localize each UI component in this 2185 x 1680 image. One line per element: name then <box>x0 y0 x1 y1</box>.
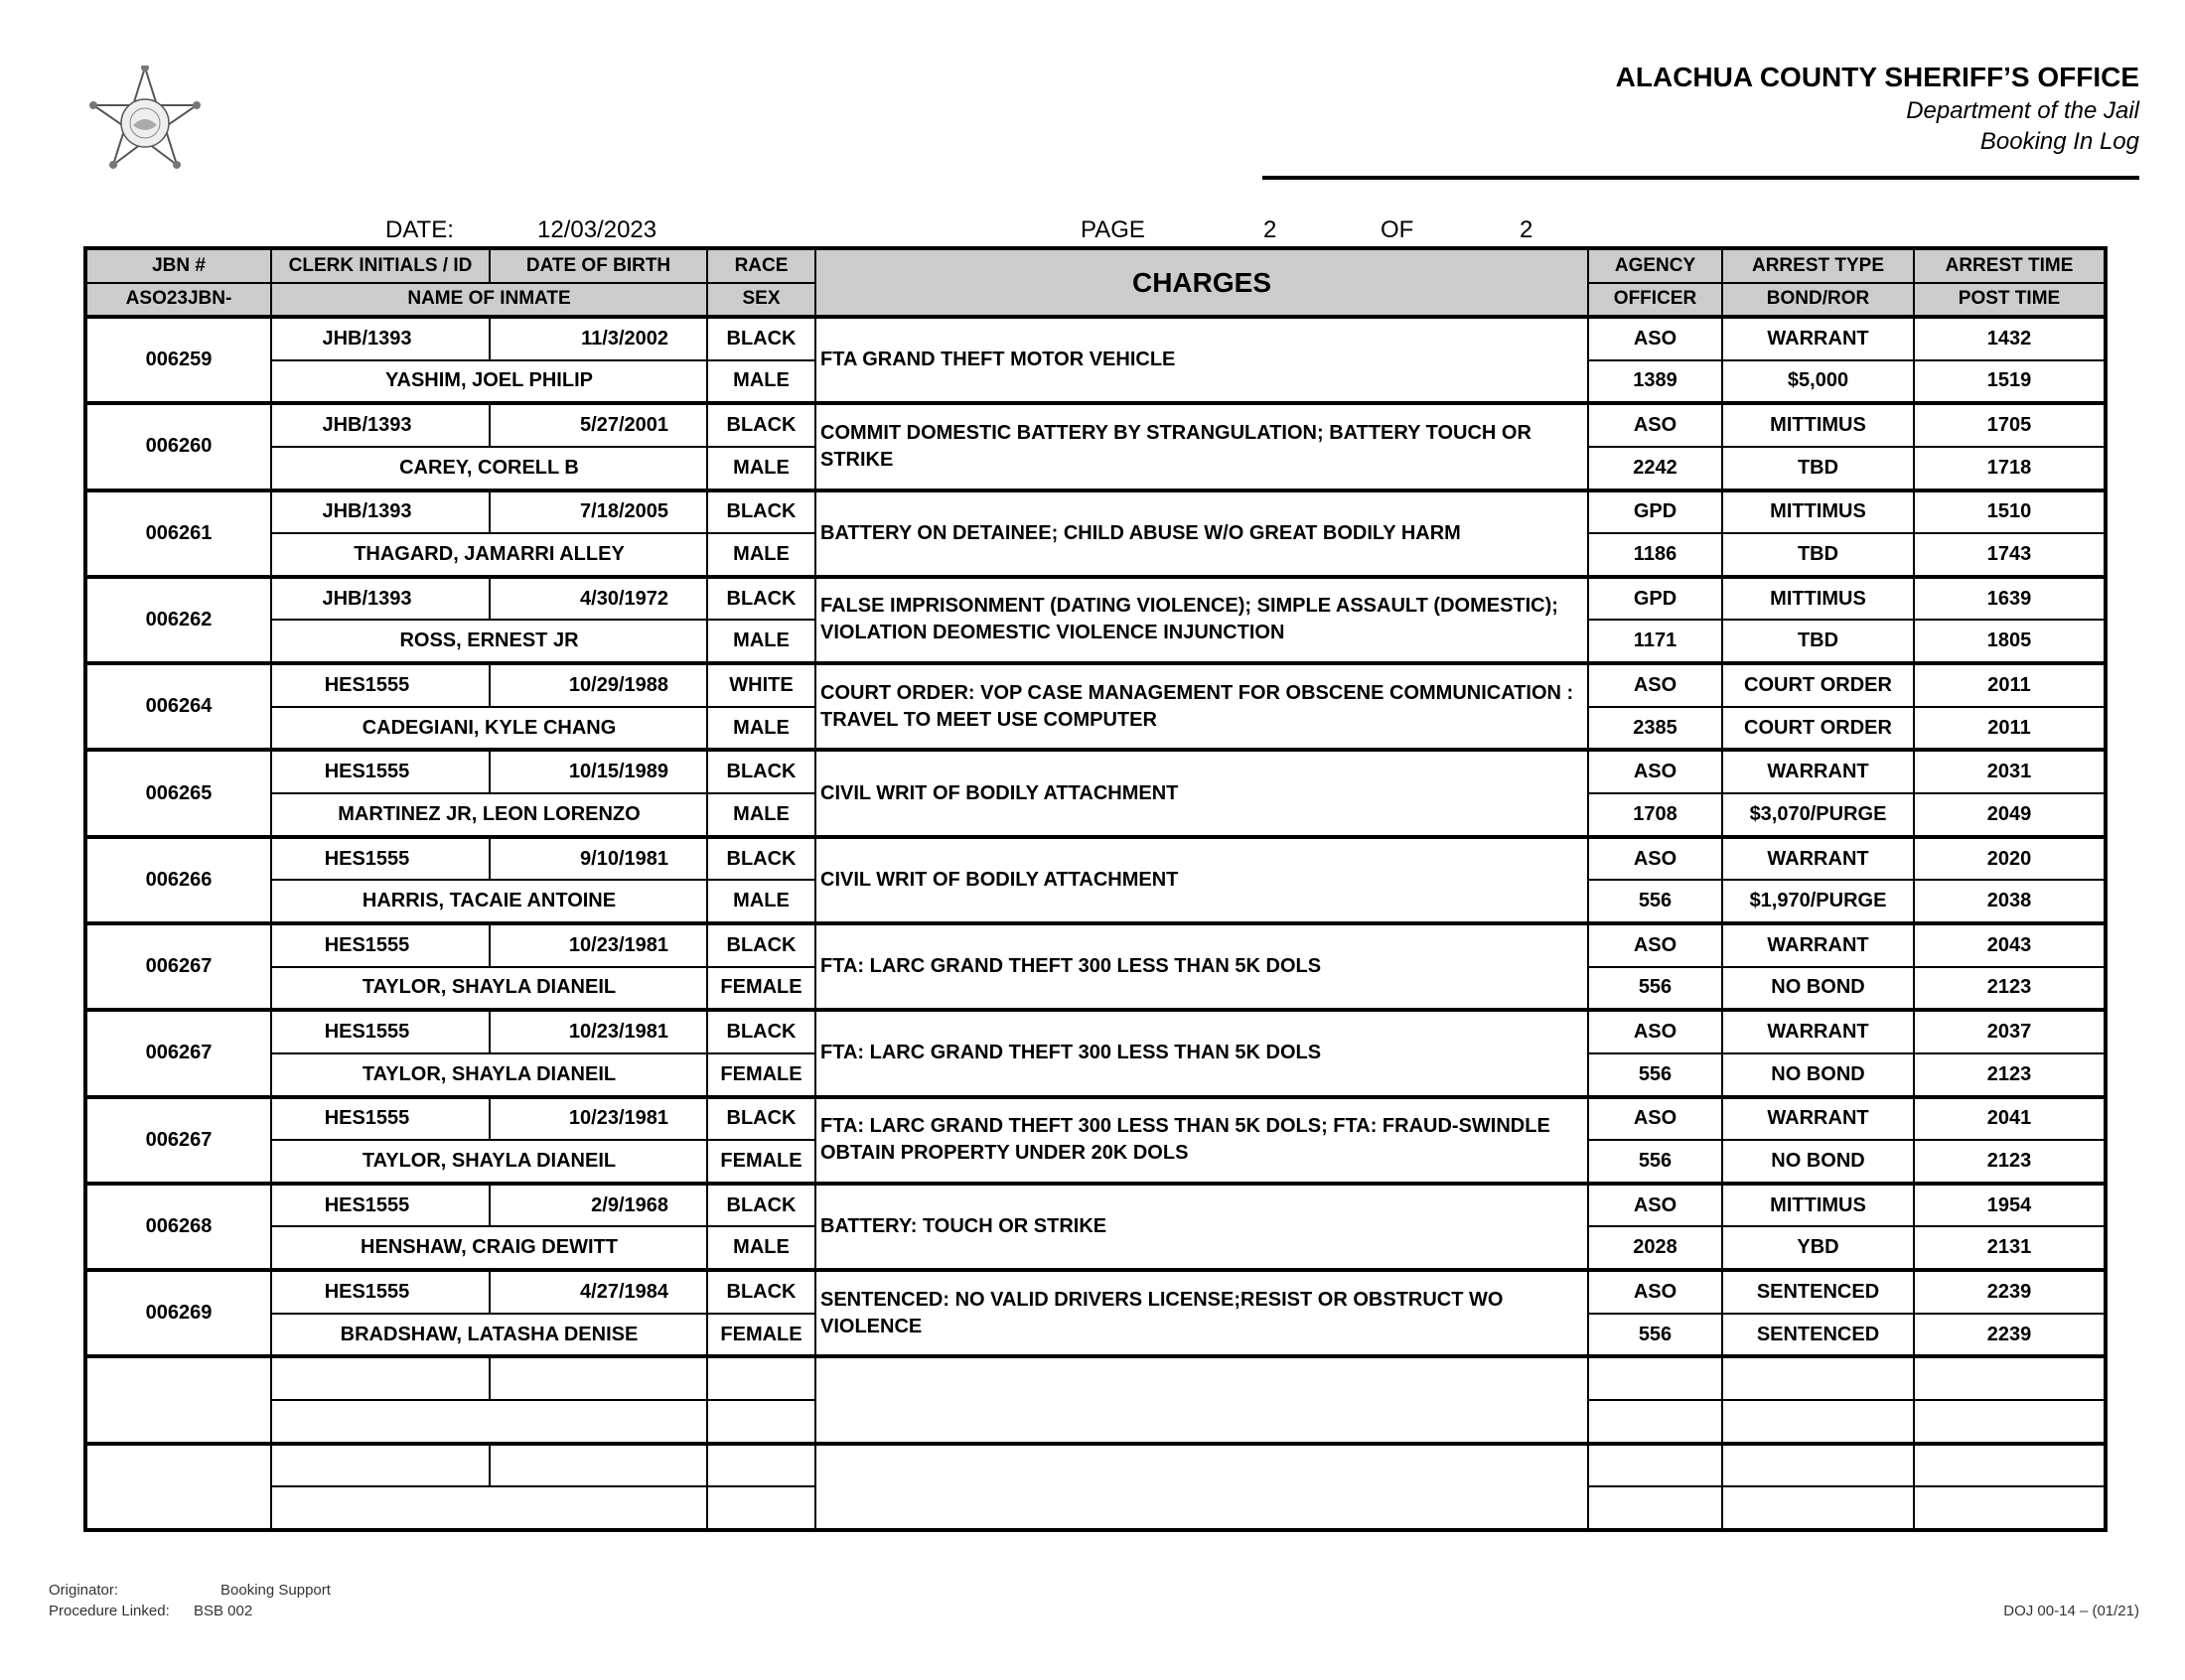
race-cell: BLACK <box>707 1010 815 1053</box>
bond-cell: $3,070/PURGE <box>1722 793 1914 837</box>
jbn-cell: 006266 <box>85 837 271 923</box>
bond-cell: COURT ORDER <box>1722 707 1914 751</box>
table-row <box>85 1184 2106 1227</box>
inmate-name-cell: HARRIS, TACAIE ANTOINE <box>271 880 707 923</box>
agency-cell: ASO <box>1588 1270 1722 1314</box>
arrest-time-cell: 1432 <box>1914 317 2106 360</box>
col-charges-header: CHARGES <box>815 248 1588 317</box>
charges-cell: FTA: LARC GRAND THEFT 300 LESS THAN 5K DOLS; FTA: FRAUD-SWINDLE OBTAIN PROPERTY UNDER 20K DOLS <box>815 1097 1588 1184</box>
dob-cell: 10/23/1981 <box>490 1097 707 1141</box>
dob-cell: 10/29/1988 <box>490 663 707 707</box>
charges-cell: BATTERY: TOUCH OR STRIKE <box>815 1184 1588 1270</box>
arrest-type-cell: MITTIMUS <box>1722 490 1914 534</box>
arrest-type-cell <box>1722 1444 1914 1487</box>
sex-cell <box>707 1400 815 1444</box>
agency-cell: ASO <box>1588 1097 1722 1141</box>
jbn-cell: 006269 <box>85 1270 271 1356</box>
clerk-id-cell: JHB/1393 <box>271 317 490 360</box>
officer-cell: 1171 <box>1588 620 1722 663</box>
race-cell: BLACK <box>707 317 815 360</box>
charges-cell: FALSE IMPRISONMENT (DATING VIOLENCE); SIMPLE ASSAULT (DOMESTIC); VIOLATION DEOMESTIC VIOLENCE INJUNCTION <box>815 577 1588 663</box>
post-time-cell: 2123 <box>1914 967 2106 1011</box>
inmate-name-cell: TAYLOR, SHAYLA DIANEIL <box>271 1053 707 1097</box>
post-time-cell: 1519 <box>1914 360 2106 404</box>
clerk-id-cell: JHB/1393 <box>271 490 490 534</box>
table-row <box>85 1444 2106 1487</box>
arrest-type-cell: MITTIMUS <box>1722 1184 1914 1227</box>
arrest-time-cell <box>1914 1356 2106 1400</box>
clerk-id-cell: JHB/1393 <box>271 577 490 621</box>
bond-cell: $5,000 <box>1722 360 1914 404</box>
jbn-cell: 006262 <box>85 577 271 663</box>
clerk-id-cell: HES1555 <box>271 750 490 793</box>
post-time-cell <box>1914 1400 2106 1444</box>
sheriff-star-badge-icon <box>75 66 215 181</box>
post-time-cell: 1743 <box>1914 533 2106 577</box>
officer-cell: 1389 <box>1588 360 1722 404</box>
arrest-time-cell: 2037 <box>1914 1010 2106 1053</box>
dob-cell: 2/9/1968 <box>490 1184 707 1227</box>
officer-cell: 556 <box>1588 1140 1722 1184</box>
inmate-name-cell <box>271 1486 707 1530</box>
col-arrest-type-header: ARREST TYPE <box>1722 248 1914 283</box>
arrest-type-cell: COURT ORDER <box>1722 663 1914 707</box>
page-label: PAGE <box>1081 216 1145 243</box>
col-officer-header: OFFICER <box>1588 283 1722 318</box>
col-jbn-prefix-header: ASO23JBN- <box>85 283 271 318</box>
bond-cell: NO BOND <box>1722 1053 1914 1097</box>
jbn-cell: 006260 <box>85 403 271 490</box>
jbn-cell: 006259 <box>85 317 271 403</box>
dob-cell: 9/10/1981 <box>490 837 707 881</box>
dob-cell: 4/30/1972 <box>490 577 707 621</box>
clerk-id-cell: HES1555 <box>271 923 490 967</box>
officer-cell: 556 <box>1588 967 1722 1011</box>
table-row <box>85 577 2106 621</box>
table-row <box>85 923 2106 967</box>
race-cell: BLACK <box>707 577 815 621</box>
inmate-name-cell: HENSHAW, CRAIG DEWITT <box>271 1226 707 1270</box>
inmate-name-cell: CADEGIANI, KYLE CHANG <box>271 707 707 751</box>
col-post-time-header: POST TIME <box>1914 283 2106 318</box>
inmate-name-cell: BRADSHAW, LATASHA DENISE <box>271 1314 707 1357</box>
arrest-time-cell: 1639 <box>1914 577 2106 621</box>
arrest-type-cell: SENTENCED <box>1722 1270 1914 1314</box>
agency-cell: GPD <box>1588 577 1722 621</box>
dob-cell: 10/23/1981 <box>490 1010 707 1053</box>
arrest-type-cell: MITTIMUS <box>1722 403 1914 447</box>
table-row <box>85 663 2106 707</box>
clerk-id-cell: HES1555 <box>271 1270 490 1314</box>
col-name-header: NAME OF INMATE <box>271 283 707 318</box>
of-label: OF <box>1381 216 1414 243</box>
table-row <box>85 1097 2106 1141</box>
clerk-id-cell: JHB/1393 <box>271 403 490 447</box>
col-dob-header: DATE OF BIRTH <box>490 248 707 283</box>
arrest-type-cell: WARRANT <box>1722 923 1914 967</box>
charges-cell: COMMIT DOMESTIC BATTERY BY STRANGULATION; BATTERY TOUCH OR STRIKE <box>815 403 1588 490</box>
clerk-id-cell: HES1555 <box>271 663 490 707</box>
log-name: Booking In Log <box>1979 128 2139 155</box>
sex-cell: MALE <box>707 1226 815 1270</box>
bond-cell <box>1722 1486 1914 1530</box>
clerk-id-cell <box>271 1356 490 1400</box>
dob-cell: 7/18/2005 <box>490 490 707 534</box>
agency-cell: ASO <box>1588 750 1722 793</box>
race-cell: BLACK <box>707 403 815 447</box>
arrest-time-cell <box>1914 1444 2106 1487</box>
dob-cell: 5/27/2001 <box>490 403 707 447</box>
race-cell: BLACK <box>707 750 815 793</box>
charges-cell: COURT ORDER: VOP CASE MANAGEMENT FOR OBSCENE COMMUNICATION : TRAVEL TO MEET USE COMPUTER <box>815 663 1588 750</box>
table-row <box>85 317 2106 360</box>
sex-cell: MALE <box>707 880 815 923</box>
form-code: DOJ 00-14 – (01/21) <box>2003 1603 2139 1619</box>
jbn-cell: 006265 <box>85 750 271 836</box>
bond-cell <box>1722 1400 1914 1444</box>
race-cell: BLACK <box>707 837 815 881</box>
arrest-time-cell: 1705 <box>1914 403 2106 447</box>
arrest-time-cell: 1954 <box>1914 1184 2106 1227</box>
arrest-type-cell <box>1722 1356 1914 1400</box>
jbn-cell: 006261 <box>85 490 271 577</box>
post-time-cell: 2239 <box>1914 1314 2106 1357</box>
col-agency-header: AGENCY <box>1588 248 1722 283</box>
officer-cell: 556 <box>1588 880 1722 923</box>
post-time-cell: 2123 <box>1914 1140 2106 1184</box>
race-cell: BLACK <box>707 1184 815 1227</box>
bond-cell: YBD <box>1722 1226 1914 1270</box>
clerk-id-cell: HES1555 <box>271 1010 490 1053</box>
header-rule <box>1262 176 2139 180</box>
arrest-type-cell: MITTIMUS <box>1722 577 1914 621</box>
officer-cell: 556 <box>1588 1053 1722 1097</box>
race-cell <box>707 1444 815 1487</box>
officer-cell: 556 <box>1588 1314 1722 1357</box>
sex-cell: FEMALE <box>707 1140 815 1184</box>
sex-cell <box>707 1486 815 1530</box>
agency-cell: ASO <box>1588 317 1722 360</box>
inmate-name-cell: TAYLOR, SHAYLA DIANEIL <box>271 967 707 1011</box>
sex-cell: MALE <box>707 360 815 404</box>
date-label: DATE: <box>385 216 454 243</box>
clerk-id-cell <box>271 1444 490 1487</box>
post-time-cell: 2131 <box>1914 1226 2106 1270</box>
originator-label: Originator: <box>49 1582 119 1599</box>
jbn-cell: 006264 <box>85 663 271 750</box>
jbn-cell: 006268 <box>85 1184 271 1270</box>
arrest-time-cell: 2020 <box>1914 837 2106 881</box>
charges-cell: CIVIL WRIT OF BODILY ATTACHMENT <box>815 750 1588 836</box>
procedure-value: BSB 002 <box>194 1603 253 1619</box>
clerk-id-cell: HES1555 <box>271 1097 490 1141</box>
race-cell: BLACK <box>707 1097 815 1141</box>
dob-cell: 10/15/1989 <box>490 750 707 793</box>
charges-cell: SENTENCED: NO VALID DRIVERS LICENSE;RESIST OR OBSTRUCT WO VIOLENCE <box>815 1270 1588 1356</box>
clerk-id-cell: HES1555 <box>271 1184 490 1227</box>
col-clerk-header: CLERK INITIALS / ID <box>271 248 490 283</box>
sex-cell: MALE <box>707 533 815 577</box>
arrest-time-cell: 2043 <box>1914 923 2106 967</box>
jbn-cell: 006267 <box>85 923 271 1010</box>
bond-cell: NO BOND <box>1722 1140 1914 1184</box>
officer-cell: 1708 <box>1588 793 1722 837</box>
agency-cell: ASO <box>1588 663 1722 707</box>
post-time-cell: 2011 <box>1914 707 2106 751</box>
department-name: Department of the Jail <box>1906 97 2139 124</box>
inmate-name-cell: TAYLOR, SHAYLA DIANEIL <box>271 1140 707 1184</box>
race-cell: BLACK <box>707 1270 815 1314</box>
post-time-cell: 1805 <box>1914 620 2106 663</box>
agency-cell: ASO <box>1588 837 1722 881</box>
org-name: ALACHUA COUNTY SHERIFF’S OFFICE <box>1615 62 2139 92</box>
table-row <box>85 403 2106 447</box>
jbn-cell: 006267 <box>85 1097 271 1184</box>
col-race-header: RACE <box>707 248 815 283</box>
charges-cell: FTA: LARC GRAND THEFT 300 LESS THAN 5K DOLS <box>815 1010 1588 1096</box>
officer-cell: 2028 <box>1588 1226 1722 1270</box>
booking-log-table <box>83 246 2108 1532</box>
race-cell <box>707 1356 815 1400</box>
originator-value: Booking Support <box>220 1582 331 1599</box>
inmate-name-cell: CAREY, CORELL B <box>271 447 707 490</box>
col-arrest-time-header: ARREST TIME <box>1914 248 2106 283</box>
officer-cell <box>1588 1486 1722 1530</box>
officer-cell: 2385 <box>1588 707 1722 751</box>
post-time-cell <box>1914 1486 2106 1530</box>
page-total: 2 <box>1520 216 1533 243</box>
race-cell: BLACK <box>707 490 815 534</box>
sex-cell: FEMALE <box>707 967 815 1011</box>
charges-cell: BATTERY ON DETAINEE; CHILD ABUSE W/O GREAT BODILY HARM <box>815 490 1588 577</box>
table-row <box>85 1356 2106 1400</box>
dob-cell: 11/3/2002 <box>490 317 707 360</box>
sex-cell: FEMALE <box>707 1053 815 1097</box>
race-cell: BLACK <box>707 923 815 967</box>
charges-cell: FTA GRAND THEFT MOTOR VEHICLE <box>815 317 1588 403</box>
date-value: 12/03/2023 <box>537 216 657 243</box>
page-number: 2 <box>1263 216 1277 243</box>
table-row <box>85 490 2106 534</box>
col-sex-header: SEX <box>707 283 815 318</box>
arrest-time-cell: 1510 <box>1914 490 2106 534</box>
dob-cell <box>490 1356 707 1400</box>
officer-cell <box>1588 1400 1722 1444</box>
arrest-type-cell: WARRANT <box>1722 1097 1914 1141</box>
post-time-cell: 1718 <box>1914 447 2106 490</box>
dob-cell: 4/27/1984 <box>490 1270 707 1314</box>
inmate-name-cell: THAGARD, JAMARRI ALLEY <box>271 533 707 577</box>
arrest-time-cell: 2031 <box>1914 750 2106 793</box>
arrest-type-cell: WARRANT <box>1722 837 1914 881</box>
charges-cell <box>815 1444 1588 1530</box>
post-time-cell: 2049 <box>1914 793 2106 837</box>
table-row <box>85 1270 2106 1314</box>
officer-cell: 1186 <box>1588 533 1722 577</box>
procedure-label: Procedure Linked: <box>49 1603 170 1619</box>
agency-cell: GPD <box>1588 490 1722 534</box>
inmate-name-cell: MARTINEZ JR, LEON LORENZO <box>271 793 707 837</box>
col-bond-header: BOND/ROR <box>1722 283 1914 318</box>
jbn-cell <box>85 1356 271 1443</box>
charges-cell: CIVIL WRIT OF BODILY ATTACHMENT <box>815 837 1588 923</box>
post-time-cell: 2123 <box>1914 1053 2106 1097</box>
dob-cell: 10/23/1981 <box>490 923 707 967</box>
bond-cell: $1,970/PURGE <box>1722 880 1914 923</box>
arrest-type-cell: WARRANT <box>1722 317 1914 360</box>
arrest-type-cell: WARRANT <box>1722 750 1914 793</box>
agency-cell: ASO <box>1588 1010 1722 1053</box>
dob-cell <box>490 1444 707 1487</box>
arrest-type-cell: WARRANT <box>1722 1010 1914 1053</box>
bond-cell: NO BOND <box>1722 967 1914 1011</box>
bond-cell: TBD <box>1722 447 1914 490</box>
header-row-top <box>85 248 2106 283</box>
bond-cell: TBD <box>1722 533 1914 577</box>
col-jbn-header: JBN # <box>85 248 271 283</box>
inmate-name-cell: ROSS, ERNEST JR <box>271 620 707 663</box>
agency-cell: ASO <box>1588 923 1722 967</box>
charges-cell <box>815 1356 1588 1443</box>
agency-cell: ASO <box>1588 403 1722 447</box>
officer-cell: 2242 <box>1588 447 1722 490</box>
bond-cell: SENTENCED <box>1722 1314 1914 1357</box>
inmate-name-cell: YASHIM, JOEL PHILIP <box>271 360 707 404</box>
clerk-id-cell: HES1555 <box>271 837 490 881</box>
agency-cell <box>1588 1356 1722 1400</box>
sex-cell: FEMALE <box>707 1314 815 1357</box>
arrest-time-cell: 2041 <box>1914 1097 2106 1141</box>
sex-cell: MALE <box>707 620 815 663</box>
table-row <box>85 750 2106 793</box>
table-row <box>85 1010 2106 1053</box>
inmate-name-cell <box>271 1400 707 1444</box>
table-row <box>85 837 2106 881</box>
jbn-cell <box>85 1444 271 1530</box>
bond-cell: TBD <box>1722 620 1914 663</box>
sex-cell: MALE <box>707 793 815 837</box>
agency-cell: ASO <box>1588 1184 1722 1227</box>
sex-cell: MALE <box>707 707 815 751</box>
post-time-cell: 2038 <box>1914 880 2106 923</box>
charges-cell: FTA: LARC GRAND THEFT 300 LESS THAN 5K DOLS <box>815 923 1588 1010</box>
arrest-time-cell: 2011 <box>1914 663 2106 707</box>
agency-cell <box>1588 1444 1722 1487</box>
race-cell: WHITE <box>707 663 815 707</box>
sex-cell: MALE <box>707 447 815 490</box>
arrest-time-cell: 2239 <box>1914 1270 2106 1314</box>
jbn-cell: 006267 <box>85 1010 271 1096</box>
